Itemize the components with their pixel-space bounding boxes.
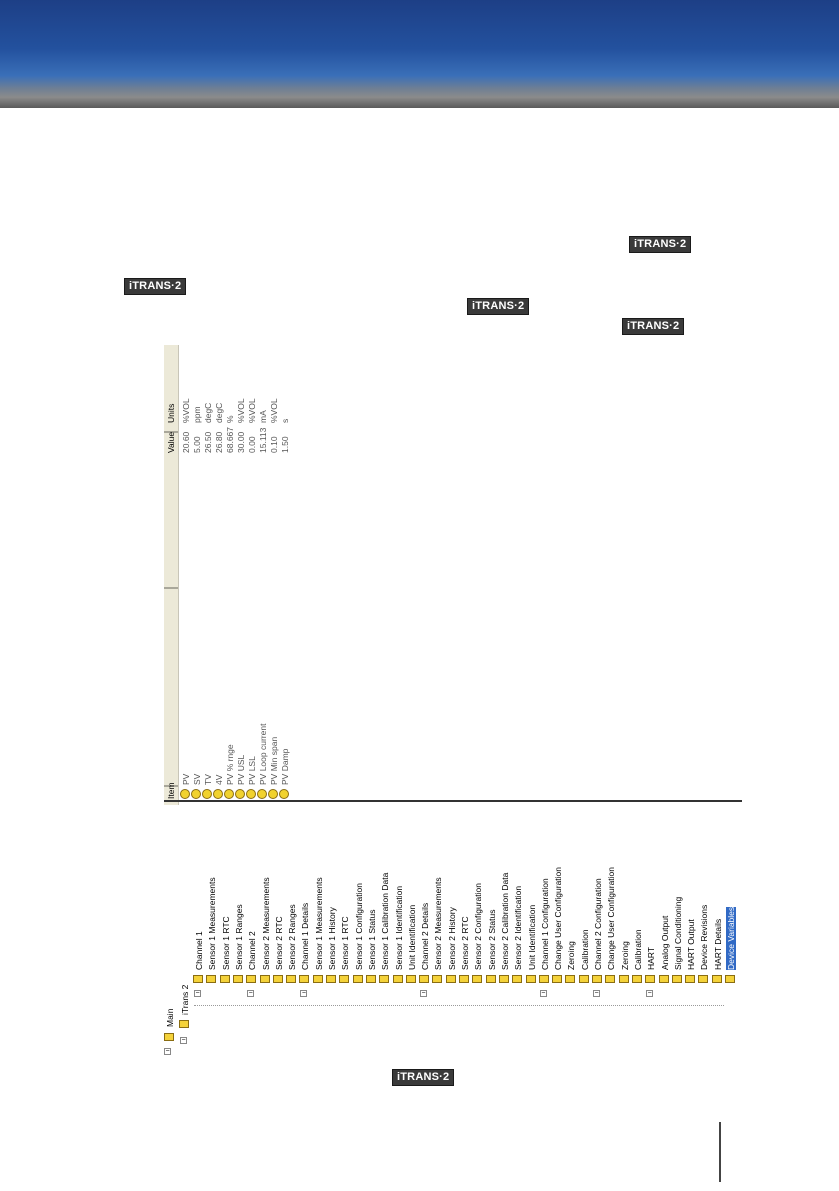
tree-node-label[interactable]: Sensor 2 History — [446, 907, 457, 970]
itrans2-logo: iTRANS·2 — [392, 1069, 454, 1086]
tree-node-label[interactable]: Zeroing — [619, 941, 630, 970]
device-variables-grid — [164, 345, 742, 805]
folder-icon — [446, 975, 456, 983]
grid-cell-value[interactable]: 5.00 — [192, 436, 202, 453]
grid-cell-value[interactable]: 15.113 — [258, 427, 268, 453]
folder-icon — [645, 975, 655, 983]
folder-icon — [725, 975, 735, 983]
grid-cell-item[interactable]: PV USL — [236, 754, 246, 785]
grid-cell-item[interactable]: PV — [181, 773, 191, 785]
tree-node-label[interactable]: Sensor 2 Measurements — [433, 877, 444, 970]
tree-node-label[interactable]: Channel 1 Configuration — [539, 878, 550, 970]
device-folder-icon — [179, 1020, 189, 1028]
tree-node-label[interactable]: Sensor 2 Calibration Data — [499, 872, 510, 970]
grid-cell-units[interactable]: %VOL — [247, 398, 257, 423]
folder-icon — [685, 975, 695, 983]
tree-node-label[interactable]: Calibration — [579, 929, 590, 970]
folder-icon — [286, 975, 296, 983]
grid-cell-units[interactable]: mA — [258, 410, 268, 423]
tree-node-label[interactable]: Sensor 2 Configuration — [473, 883, 484, 970]
grid-cell-item[interactable]: PV LSL — [247, 756, 257, 785]
grid-cell-units[interactable]: %VOL — [269, 398, 279, 423]
tree-node-label[interactable]: Channel 1 Details — [300, 902, 311, 970]
folder-icon — [632, 975, 642, 983]
folder-icon — [193, 975, 203, 983]
folder-icon — [432, 975, 442, 983]
tree-node-label[interactable]: Change User Configuration — [553, 866, 564, 970]
expand-collapse-toggle[interactable]: − — [647, 990, 652, 997]
grid-cell-value[interactable]: 68.667 — [225, 427, 235, 453]
folder-icon — [552, 975, 562, 983]
variable-icon — [279, 789, 289, 799]
device-menu-tree — [160, 865, 750, 1060]
column-divider — [164, 587, 178, 589]
folder-icon — [220, 975, 230, 983]
tree-node-label[interactable]: HART Output — [686, 919, 697, 970]
grid-cell-item[interactable]: PV % rnge — [225, 744, 235, 785]
tree-node-label[interactable]: Channel 2 — [247, 931, 258, 970]
tree-node-selected[interactable]: Device Variables — [726, 906, 736, 970]
itrans2-logo: iTRANS·2 — [629, 236, 691, 253]
grid-cell-units[interactable]: s — [280, 418, 290, 423]
folder-icon — [246, 975, 256, 983]
grid-cell-value[interactable]: 30.00 — [236, 431, 246, 453]
grid-cell-item[interactable]: PV Damp — [280, 748, 290, 785]
grid-cell-item[interactable]: TV — [203, 774, 213, 785]
folder-icon — [605, 975, 615, 983]
margin-rule — [719, 1122, 721, 1182]
folder-icon — [579, 975, 589, 983]
variable-icon — [191, 789, 201, 799]
folder-icon — [353, 975, 363, 983]
variable-icon — [224, 789, 234, 799]
folder-icon — [459, 975, 469, 983]
column-header-units[interactable]: Units — [166, 403, 176, 423]
tree-node-label[interactable]: Channel 2 Details — [420, 902, 431, 970]
grid-cell-units[interactable]: degC — [203, 402, 213, 423]
folder-icon — [486, 975, 496, 983]
variable-icon — [268, 789, 278, 799]
tree-node-label[interactable]: Analog Output — [659, 915, 670, 970]
tree-node-label[interactable]: Sensor 1 RTC — [220, 916, 231, 970]
grid-cell-value[interactable]: 0.10 — [269, 436, 279, 453]
grid-cell-units[interactable]: degC — [214, 402, 224, 423]
grid-cell-units[interactable]: % — [225, 415, 235, 423]
tree-node-label[interactable]: Sensor 2 Measurements — [260, 877, 271, 970]
folder-icon — [526, 975, 536, 983]
tree-node-label[interactable]: Device Revisions — [699, 904, 710, 970]
folder-icon — [712, 975, 722, 983]
grid-cell-units[interactable]: ppm — [192, 406, 202, 423]
grid-cell-value[interactable]: 1.50 — [280, 436, 290, 453]
expand-collapse-toggle[interactable]: − — [195, 990, 200, 997]
tree-node-label[interactable]: Sensor 2 RTC — [273, 916, 284, 970]
tree-node-label[interactable]: Zeroing — [566, 941, 577, 970]
expand-collapse-toggle[interactable]: − — [165, 1048, 170, 1055]
folder-icon — [206, 975, 216, 983]
grid-cell-item[interactable]: 4V — [214, 774, 224, 785]
grid-cell-value[interactable]: 20.60 — [181, 431, 191, 453]
tree-node-label[interactable]: Sensor 1 Status — [366, 909, 377, 970]
tree-connector — [194, 1005, 724, 1006]
grid-cell-item[interactable]: PV Min span — [269, 736, 279, 785]
tree-root-main[interactable]: Main — [165, 1008, 175, 1027]
folder-icon — [366, 975, 376, 983]
tree-node-label[interactable]: Sensor 2 Ranges — [287, 904, 298, 970]
tree-node-label[interactable]: Sensor 1 Measurements — [207, 877, 218, 970]
tree-node-label[interactable]: Sensor 1 Calibration Data — [380, 872, 391, 970]
tree-node-label[interactable]: Channel 1 — [194, 931, 204, 970]
folder-icon — [512, 975, 522, 983]
folder-icon — [393, 975, 403, 983]
tree-node-label[interactable]: Sensor 2 RTC — [460, 916, 470, 970]
variable-icon — [235, 789, 245, 799]
tree-node-label[interactable]: Sensor 1 RTC — [340, 916, 351, 970]
expand-collapse-toggle[interactable]: − — [248, 990, 253, 997]
column-header-item[interactable]: Item — [166, 782, 176, 799]
tree-node-label[interactable]: Sensor 1 Ranges — [233, 904, 244, 970]
grid-cell-value[interactable]: 26.80 — [214, 431, 224, 453]
folder-icon — [273, 975, 283, 983]
expand-collapse-toggle[interactable]: − — [181, 1037, 186, 1044]
folder-icon — [592, 975, 602, 983]
grid-cell-value[interactable]: 26.50 — [203, 431, 213, 453]
folder-icon — [406, 975, 416, 983]
folder-icon — [339, 975, 349, 983]
tree-node-label[interactable]: Change User Configuration — [606, 866, 617, 970]
tree-node-itrans2[interactable]: iTrans 2 — [180, 984, 190, 1015]
variable-icon — [246, 789, 256, 799]
tree-node-label[interactable]: Unit Identification — [406, 904, 417, 970]
tree-node-label[interactable]: Sensor 2 Identification — [513, 885, 524, 970]
tree-node-label[interactable]: Unit Identification — [526, 904, 537, 970]
folder-icon — [539, 975, 549, 983]
folder-icon — [472, 975, 482, 983]
tree-node-label[interactable]: Sensor 1 History — [327, 907, 337, 970]
grid-cell-item[interactable]: PV Loop current — [258, 723, 268, 785]
folder-icon — [619, 975, 629, 983]
grid-cell-units[interactable]: %VOL — [236, 398, 246, 423]
folder-icon — [659, 975, 669, 983]
folder-icon — [299, 975, 309, 983]
tree-node-label[interactable]: Signal Conditioning — [672, 896, 683, 970]
expand-collapse-toggle[interactable]: − — [541, 990, 546, 997]
folder-icon — [499, 975, 509, 983]
column-header-value[interactable]: Value — [166, 431, 176, 453]
folder-icon — [313, 975, 323, 983]
folder-icon — [419, 975, 429, 983]
grid-cell-value[interactable]: 0.00 — [247, 436, 257, 453]
tree-node-label[interactable]: HART — [646, 947, 657, 970]
folder-icon — [565, 975, 575, 983]
variable-icon — [180, 789, 190, 799]
tree-node-label[interactable]: Sensor 2 Status — [486, 909, 497, 970]
grid-cell-units[interactable]: %VOL — [181, 398, 191, 423]
page-header-band — [0, 0, 839, 108]
expand-collapse-toggle[interactable]: − — [301, 990, 306, 997]
main-folder-icon — [164, 1033, 174, 1041]
tree-node-label[interactable]: HART Details — [712, 918, 723, 970]
folder-icon — [672, 975, 682, 983]
variable-icon — [202, 789, 212, 799]
folder-icon — [698, 975, 708, 983]
folder-icon — [233, 975, 243, 983]
grid-bottom-border — [164, 800, 742, 802]
folder-icon — [326, 975, 336, 983]
tree-node-label[interactable]: Calibration — [632, 929, 643, 970]
tree-node-label[interactable]: Sensor 1 Measurements — [313, 877, 324, 970]
tree-node-label[interactable]: Channel 2 Configuration — [593, 878, 603, 970]
variable-icon — [213, 789, 223, 799]
itrans2-logo: iTRANS·2 — [124, 278, 186, 295]
expand-collapse-toggle[interactable]: − — [421, 990, 426, 997]
tree-node-label[interactable]: Sensor 1 Identification — [393, 885, 404, 970]
grid-cell-item[interactable]: SV — [192, 773, 202, 785]
variable-icon — [257, 789, 267, 799]
folder-icon — [260, 975, 270, 983]
folder-icon — [379, 975, 389, 983]
expand-collapse-toggle[interactable]: − — [594, 990, 599, 997]
itrans2-logo: iTRANS·2 — [467, 298, 529, 315]
tree-node-label[interactable]: Sensor 1 Configuration — [353, 883, 364, 970]
itrans2-logo: iTRANS·2 — [622, 318, 684, 335]
